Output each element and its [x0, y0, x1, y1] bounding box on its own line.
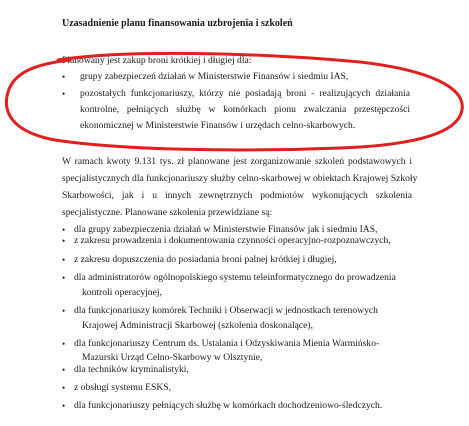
purchase-item-2-line-3: ekonomicznej w Ministerstwie Finansów i urzędach celno-skarbowych. — [80, 120, 356, 131]
bullet-glyph: • — [62, 401, 66, 411]
bullet-glyph: • — [62, 383, 66, 393]
training-item-4-line-1: dla administratorów ogólnopolskiego systemu teleinformatycznego do prowadzenia — [74, 272, 396, 283]
bullet-glyph: • — [62, 339, 66, 349]
training-item-9: dla funkcjonariuszy pełniących służbę w komórkach dochodzeniowo-śledczych. — [74, 400, 383, 411]
bullet-glyph: • — [62, 72, 66, 82]
training-item-4-line-2: kontroli operacyjnej, — [82, 287, 162, 298]
bullet-glyph: • — [62, 273, 66, 283]
training-item-3: z zakresu dopuszczenia do posiadania broni palnej krótkiej i długiej, — [74, 254, 337, 265]
paragraph-line-2: specjalistycznych dla funkcjonariuszy służby celno-skarbowej w obiektach Krajowej Szkoły — [62, 173, 418, 184]
bullet-glyph: • — [62, 89, 66, 99]
bullet-glyph: • — [62, 306, 66, 316]
bullet-glyph: • — [62, 225, 66, 235]
paragraph-line-4: specjalistyczne. Planowane szkolenia przewidziane są: — [62, 207, 273, 218]
bullet-glyph: • — [62, 255, 66, 265]
training-item-1: dla grupy zabezpieczenia działań w Ministerstwie Finansów jak i siedmiu IAS, — [74, 224, 378, 235]
intro-text: Planowany jest zakup broni krótkiej i długiej dla: — [62, 55, 252, 66]
purchase-item-2-line-1: pozostałych funkcjonariuszy, którzy nie posiadają broni - realizujących działania — [80, 88, 410, 99]
training-item-2: z zakresu prowadzenia i dokumentowania czynności operacyjno-rozpoznawczych, — [74, 235, 391, 246]
training-item-6-line-2: Mazurski Urząd Celno-Skarbowy w Olsztynie, — [82, 352, 263, 363]
purchase-item-2-line-2: kontrolne, pełniących służbę w komórkach pionu zwalczania przestępczości — [80, 104, 410, 115]
training-item-7: dla techników kryminalistyki, — [74, 364, 189, 375]
training-item-5-line-1: dla funkcjonariuszy komórek Techniki i Obserwacji w jednostkach terenowych — [74, 305, 378, 316]
training-item-8: z obsługi systemu ESKS, — [74, 382, 172, 393]
paragraph-line-1: W ramach kwoty 9.131 tys. zł planowane jest zorganizowanie szkoleń podstawowych i — [62, 156, 412, 167]
purchase-item-1: grupy zabezpieczeń działań w Ministerstwie Finansów i siedmiu IAS, — [80, 71, 349, 82]
training-item-5-line-2: Krajowej Administracji Skarbowej (szkolenia doskonalące), — [82, 320, 313, 331]
bullet-glyph: • — [62, 236, 66, 246]
training-item-6-line-1: dla funkcjonariuszy Centrum ds. Ustalania i Odzyskiwania Mienia Warmińsko- — [74, 338, 380, 349]
document-title: Uzasadnienie planu finansowania uzbrojenia i szkoleń — [62, 18, 293, 29]
paragraph-line-3: Skarbowości, jak i u innych zewnętrznych podmiotów wykonujących szkolenia — [62, 190, 412, 201]
bullet-glyph: • — [62, 365, 66, 375]
